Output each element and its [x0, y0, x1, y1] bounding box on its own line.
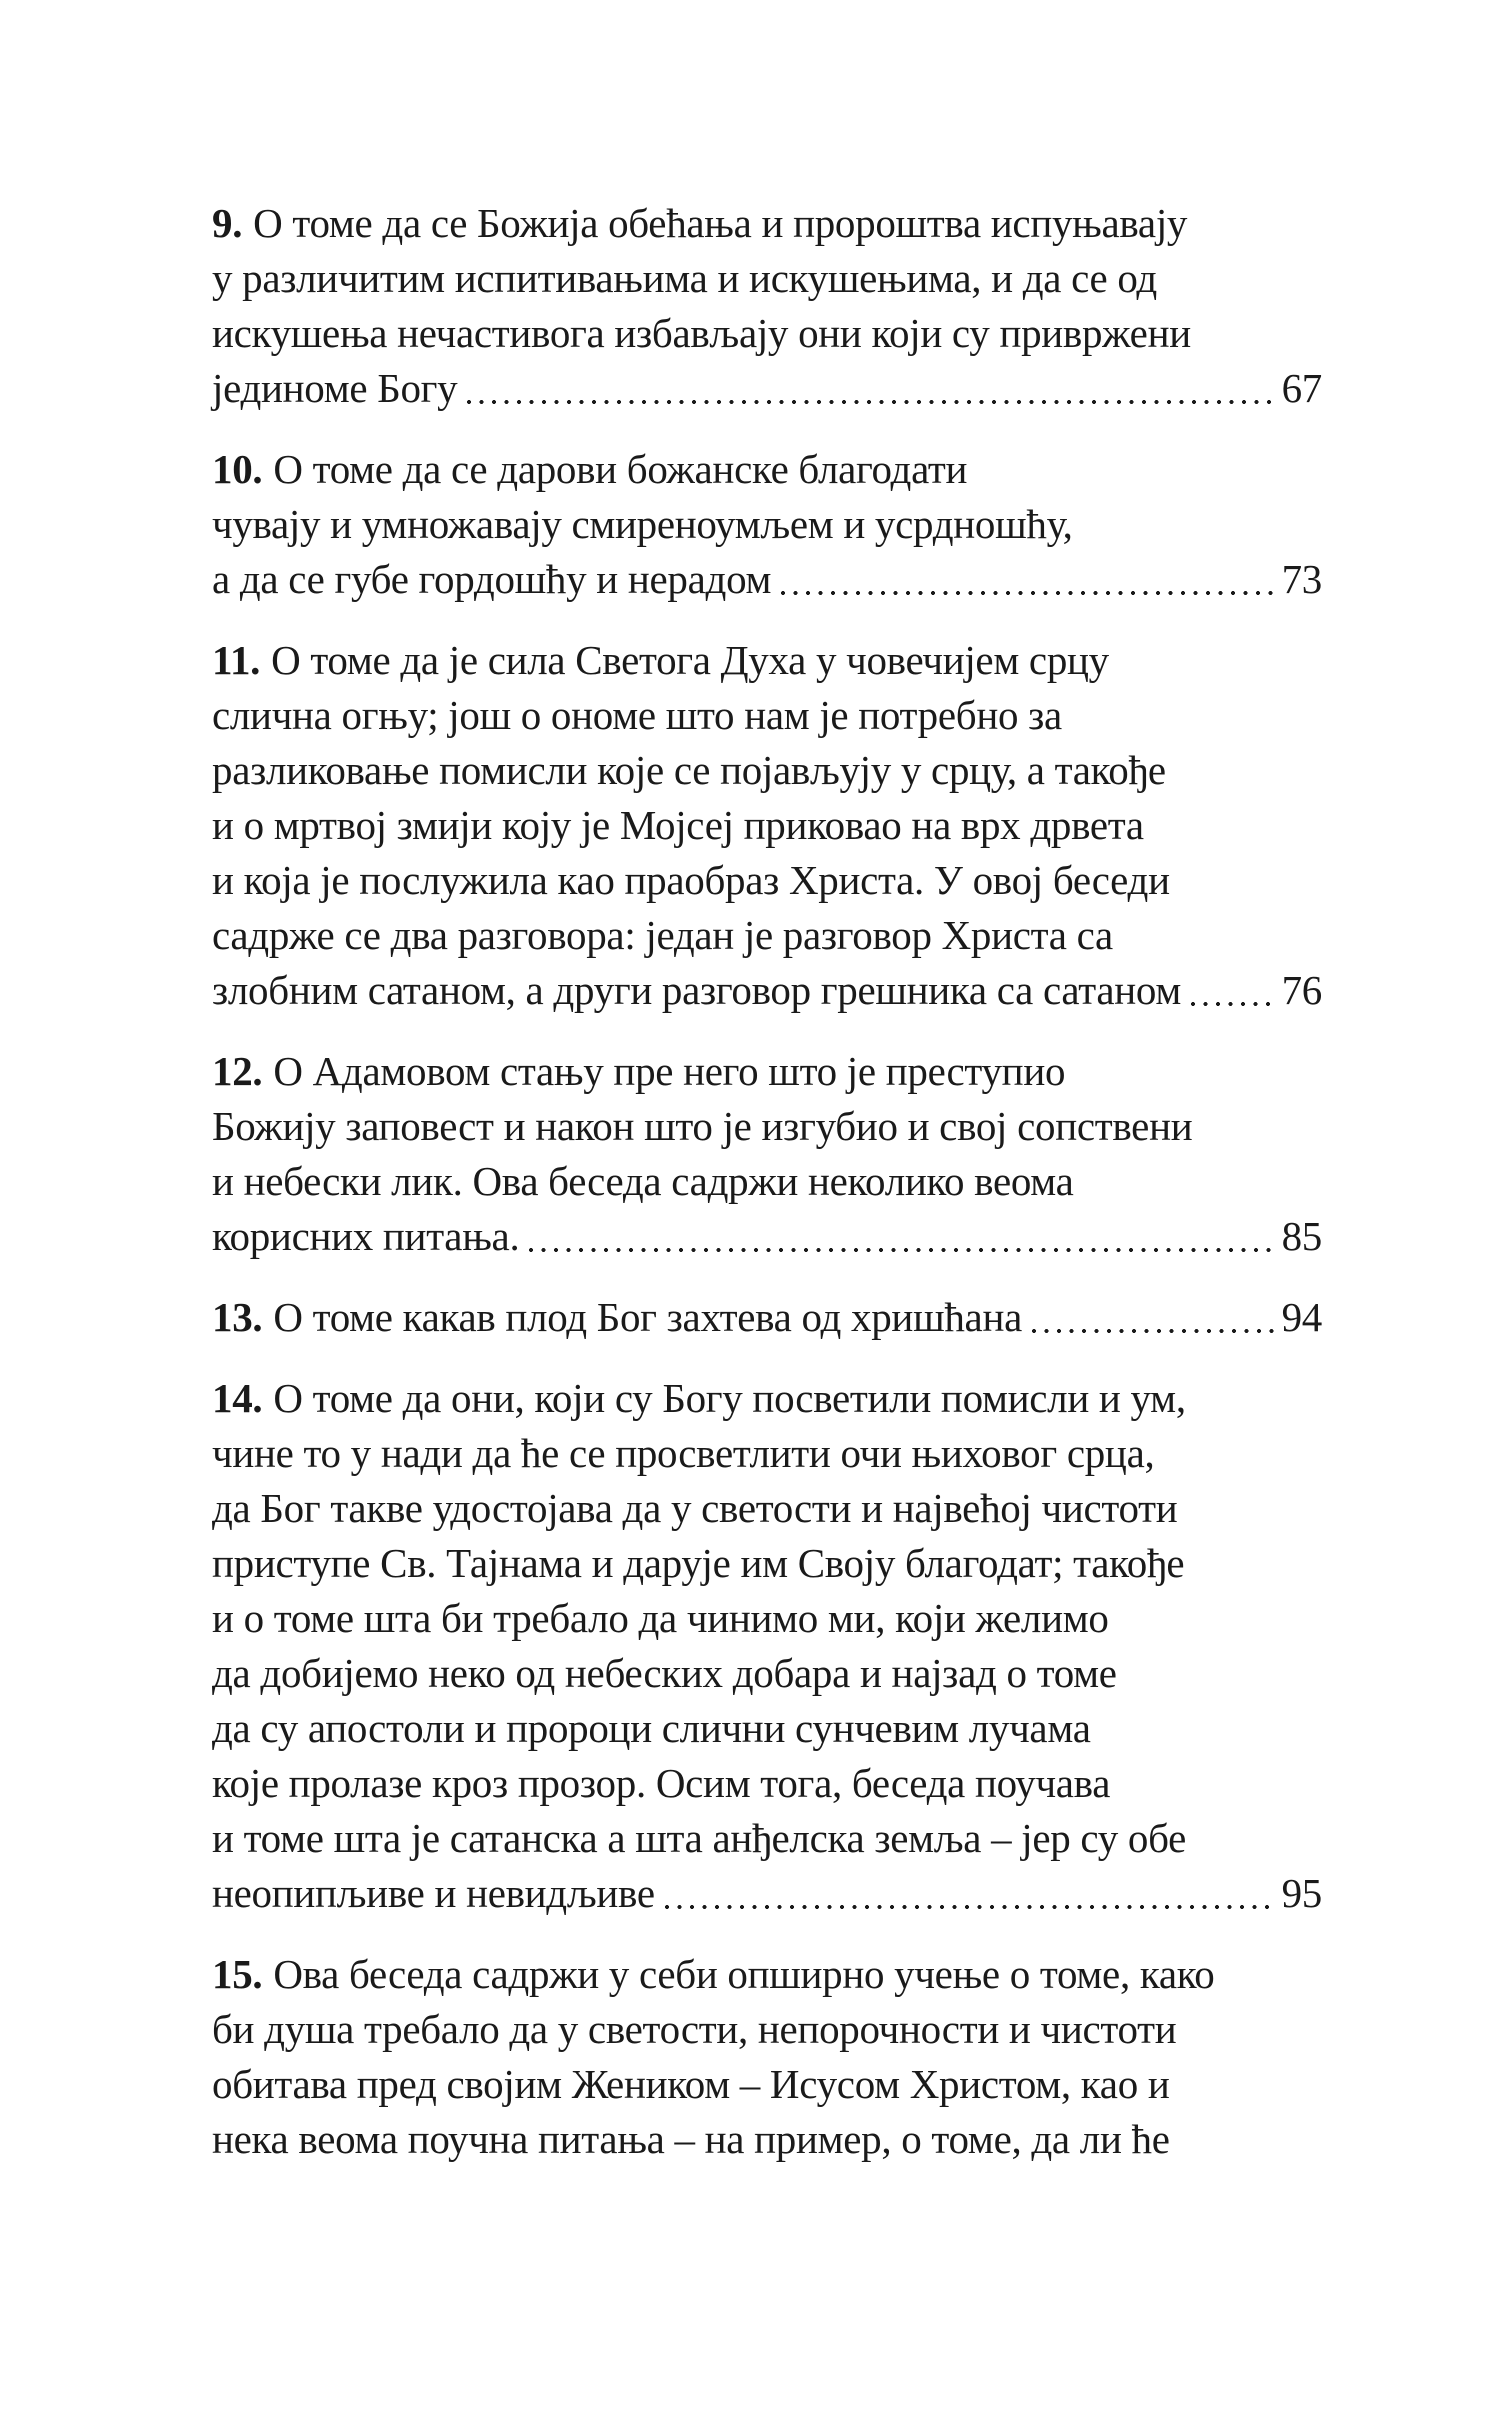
toc-line	[212, 1646, 1322, 1701]
entry-text: Божију заповест и након што је изгубио и свој сопствени	[212, 1103, 1193, 1149]
entry-text: О томе да се Божија обећања и пророштва испуњавају	[253, 200, 1188, 246]
toc-line	[212, 743, 1322, 798]
toc-line	[212, 963, 1322, 1018]
toc-line	[212, 361, 1322, 416]
toc-entry	[212, 633, 1322, 1018]
entry-text: које пролазе кроз прозор. Осим тога, беседа поучава	[212, 1760, 1111, 1806]
toc-entry	[212, 1290, 1322, 1345]
toc-line	[212, 497, 1322, 552]
entry-text: слична огњу; још о ономе што нам је потребно за	[212, 692, 1062, 738]
entry-text: у различитим испитивањима и искушењима, и да се од	[212, 255, 1157, 301]
toc-line	[212, 1536, 1322, 1591]
entry-text: јединоме Богу	[212, 365, 458, 411]
toc-line	[212, 688, 1322, 743]
dot-leader	[780, 590, 1276, 596]
toc-line	[212, 1947, 1322, 2002]
entry-text: садрже се два разговора: један је разговор Христа са	[212, 912, 1113, 958]
toc-line	[212, 251, 1322, 306]
toc-line	[212, 1371, 1322, 1426]
entry-text: а да се губе гордошћу и нерадом	[212, 556, 772, 602]
entry-text: О томе да се дарови божанске благодати	[273, 446, 968, 492]
toc-line	[212, 1290, 1322, 1345]
entry-text: приступе Св. Тајнама и дарује им Своју благодат; такође	[212, 1540, 1185, 1586]
entry-text: чине то у нади да ће се просветлити очи њиховог срца,	[212, 1430, 1155, 1476]
entry-text: искушења нечастивога избављају они који су привржени	[212, 310, 1191, 356]
entry-number: 12.	[212, 1048, 263, 1094]
entry-text: обитава пред својим Жеником – Исусом Христом, као и	[212, 2061, 1170, 2107]
entry-text: корисних питања.	[212, 1213, 520, 1259]
entry-text: О Адамовом стању пре него што је преступио	[273, 1048, 1066, 1094]
dot-leader	[1190, 1001, 1277, 1007]
entry-text: злобним сатаном, а други разговор грешника са сатаном	[212, 967, 1181, 1013]
entry-text: Ова беседа садржи у себи опширно учење о томе, како	[273, 1951, 1215, 1997]
toc-line	[212, 1866, 1322, 1921]
entry-text: неопипљиве и невидљиве	[212, 1870, 655, 1916]
toc-line	[212, 1154, 1322, 1209]
entry-text: и која је послужила као праобраз Христа. У овој беседи	[212, 857, 1170, 903]
entry-text: и небески лик. Ова беседа садржи неколико веома	[212, 1158, 1074, 1204]
toc-line	[212, 196, 1322, 251]
toc-entry	[212, 1371, 1322, 1921]
dot-leader	[1031, 1328, 1277, 1334]
entry-text: и томе шта је сатанска а шта анђелска земља – јер су обе	[212, 1815, 1187, 1861]
toc-line	[212, 1756, 1322, 1811]
entry-text: и о томе шта би требало да чинимо ми, који желимо	[212, 1595, 1109, 1641]
toc-line	[212, 2112, 1322, 2167]
toc-entry	[212, 1044, 1322, 1264]
page-number: 85	[1281, 1213, 1322, 1259]
entry-text: нека веома поучна питања – на пример, о томе, да ли ће	[212, 2116, 1170, 2162]
dot-leader	[466, 399, 1276, 405]
toc-line	[212, 552, 1322, 607]
entry-text: О томе какав плод Бог захтева од хришћана	[273, 1294, 1022, 1340]
dot-leader	[528, 1247, 1276, 1253]
toc-line	[212, 1811, 1322, 1866]
entry-text: О томе да је сила Светога Духа у човечијем срцу	[271, 637, 1109, 683]
entry-number: 15.	[212, 1951, 263, 1997]
toc-line	[212, 306, 1322, 361]
toc-line	[212, 442, 1322, 497]
toc-list	[212, 196, 1322, 2167]
toc-line	[212, 2002, 1322, 2057]
entry-number: 14.	[212, 1375, 263, 1421]
entry-text: чувају и умножавају смиреноумљем и усрдношћу,	[212, 501, 1073, 547]
entry-text: и о мртвој змији коју је Мојсеј приковао на врх дрвета	[212, 802, 1144, 848]
toc-line	[212, 798, 1322, 853]
toc-line	[212, 908, 1322, 963]
toc-line	[212, 1426, 1322, 1481]
page-number: 95	[1281, 1870, 1322, 1916]
entry-text: разликовање помисли које се појављују у срцу, а такође	[212, 747, 1166, 793]
entry-text: да Бог такве удостојава да у светости и највећој чистоти	[212, 1485, 1178, 1531]
entry-number: 9.	[212, 200, 243, 246]
toc-line	[212, 1701, 1322, 1756]
page-number: 94	[1281, 1294, 1322, 1340]
entry-number: 13.	[212, 1294, 263, 1340]
page-number: 67	[1281, 365, 1322, 411]
page-number: 76	[1281, 967, 1322, 1013]
toc-line	[212, 1044, 1322, 1099]
toc-line	[212, 633, 1322, 688]
entry-number: 10.	[212, 446, 263, 492]
entry-number: 11.	[212, 637, 261, 683]
toc-line	[212, 1481, 1322, 1536]
page-number: 73	[1281, 556, 1322, 602]
dot-leader	[664, 1904, 1277, 1910]
toc-entry	[212, 442, 1322, 607]
toc-line	[212, 1591, 1322, 1646]
toc-line	[212, 1209, 1322, 1264]
entry-text: да су апостоли и пророци слични сунчевим лучама	[212, 1705, 1091, 1751]
toc-line	[212, 853, 1322, 908]
toc-line	[212, 1099, 1322, 1154]
entry-text: О томе да они, који су Богу посветили помисли и ум,	[273, 1375, 1186, 1421]
toc-entry	[212, 1947, 1322, 2167]
entry-text: да добијемо неко од небеских добара и најзад о томе	[212, 1650, 1117, 1696]
toc-entry	[212, 196, 1322, 416]
toc-line	[212, 2057, 1322, 2112]
entry-text: би душа требало да у светости, непорочности и чистоти	[212, 2006, 1177, 2052]
